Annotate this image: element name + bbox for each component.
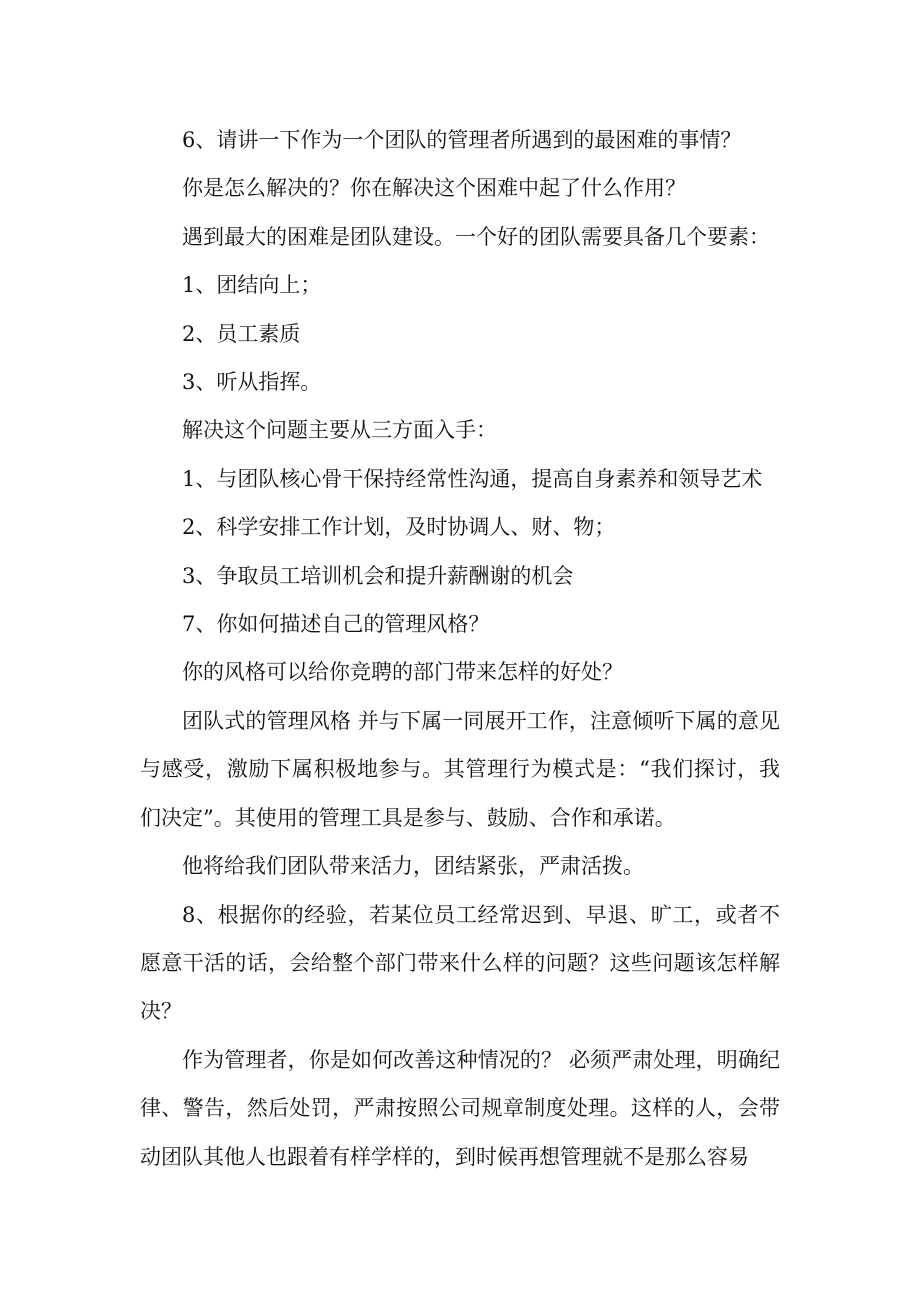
paragraph-q7-benefit: 他将给我们团队带来活力，团结紧张，严肃活拨。 <box>182 854 644 879</box>
paragraph-q8-answer: 作为管理者，你是如何改善这种情况的？ 必须严肃处理，明确纪律、警告，然后处罚，严肃按照公司规章制度处理。这样的人，会带动团队其他人也跟着有样学样的，到时候再想管理就不是那么容易 <box>140 1047 780 1169</box>
paragraph-q7: 7、你如何描述自己的管理风格？ <box>182 612 490 637</box>
document-body <box>140 116 780 1181</box>
paragraph-q7-followup: 你的风格可以给你竞聘的部门带来怎样的好处？ <box>182 660 623 685</box>
list-item-element-1: 1、团结向上； <box>182 273 322 298</box>
list-item-solution-1: 1、与团队核心骨干保持经常性沟通，提高自身素养和领导艺术 <box>182 466 763 491</box>
paragraph-q7-answer: 团队式的管理风格 并与下属一同展开工作，注意倾听下属的意见与感受，激励下属积极地参与。其管理行为模式是：“我们探讨，我们决定”。其使用的管理工具是参与、鼓励、合作和承诺。 <box>140 708 780 830</box>
paragraph-solution-intro: 解决这个问题主要从三方面入手： <box>182 418 497 443</box>
list-item-element-2: 2、员工素质 <box>182 321 301 346</box>
list-item-solution-3: 3、争取员工培训机会和提升薪酬谢的机会 <box>182 563 574 588</box>
paragraph-q6: 6、请讲一下作为一个团队的管理者所遇到的最困难的事情？ <box>182 128 742 152</box>
paragraph-q8: 8、根据你的经验，若某位员工经常迟到、早退、旷工，或者不愿意干活的话，会给整个部门带来什么样的问题？这些问题该怎样解决？ <box>140 902 780 1024</box>
paragraph-q6-followup: 你是怎么解决的？你在解决这个困难中起了什么作用？ <box>182 176 686 201</box>
list-item-solution-2: 2、科学安排工作计划，及时协调人、财、物； <box>182 515 616 540</box>
list-item-element-3: 3、听从指挥。 <box>182 370 322 395</box>
paragraph-q6-answer-intro: 遇到最大的困难是团队建设。一个好的团队需要具备几个要素： <box>182 224 770 249</box>
